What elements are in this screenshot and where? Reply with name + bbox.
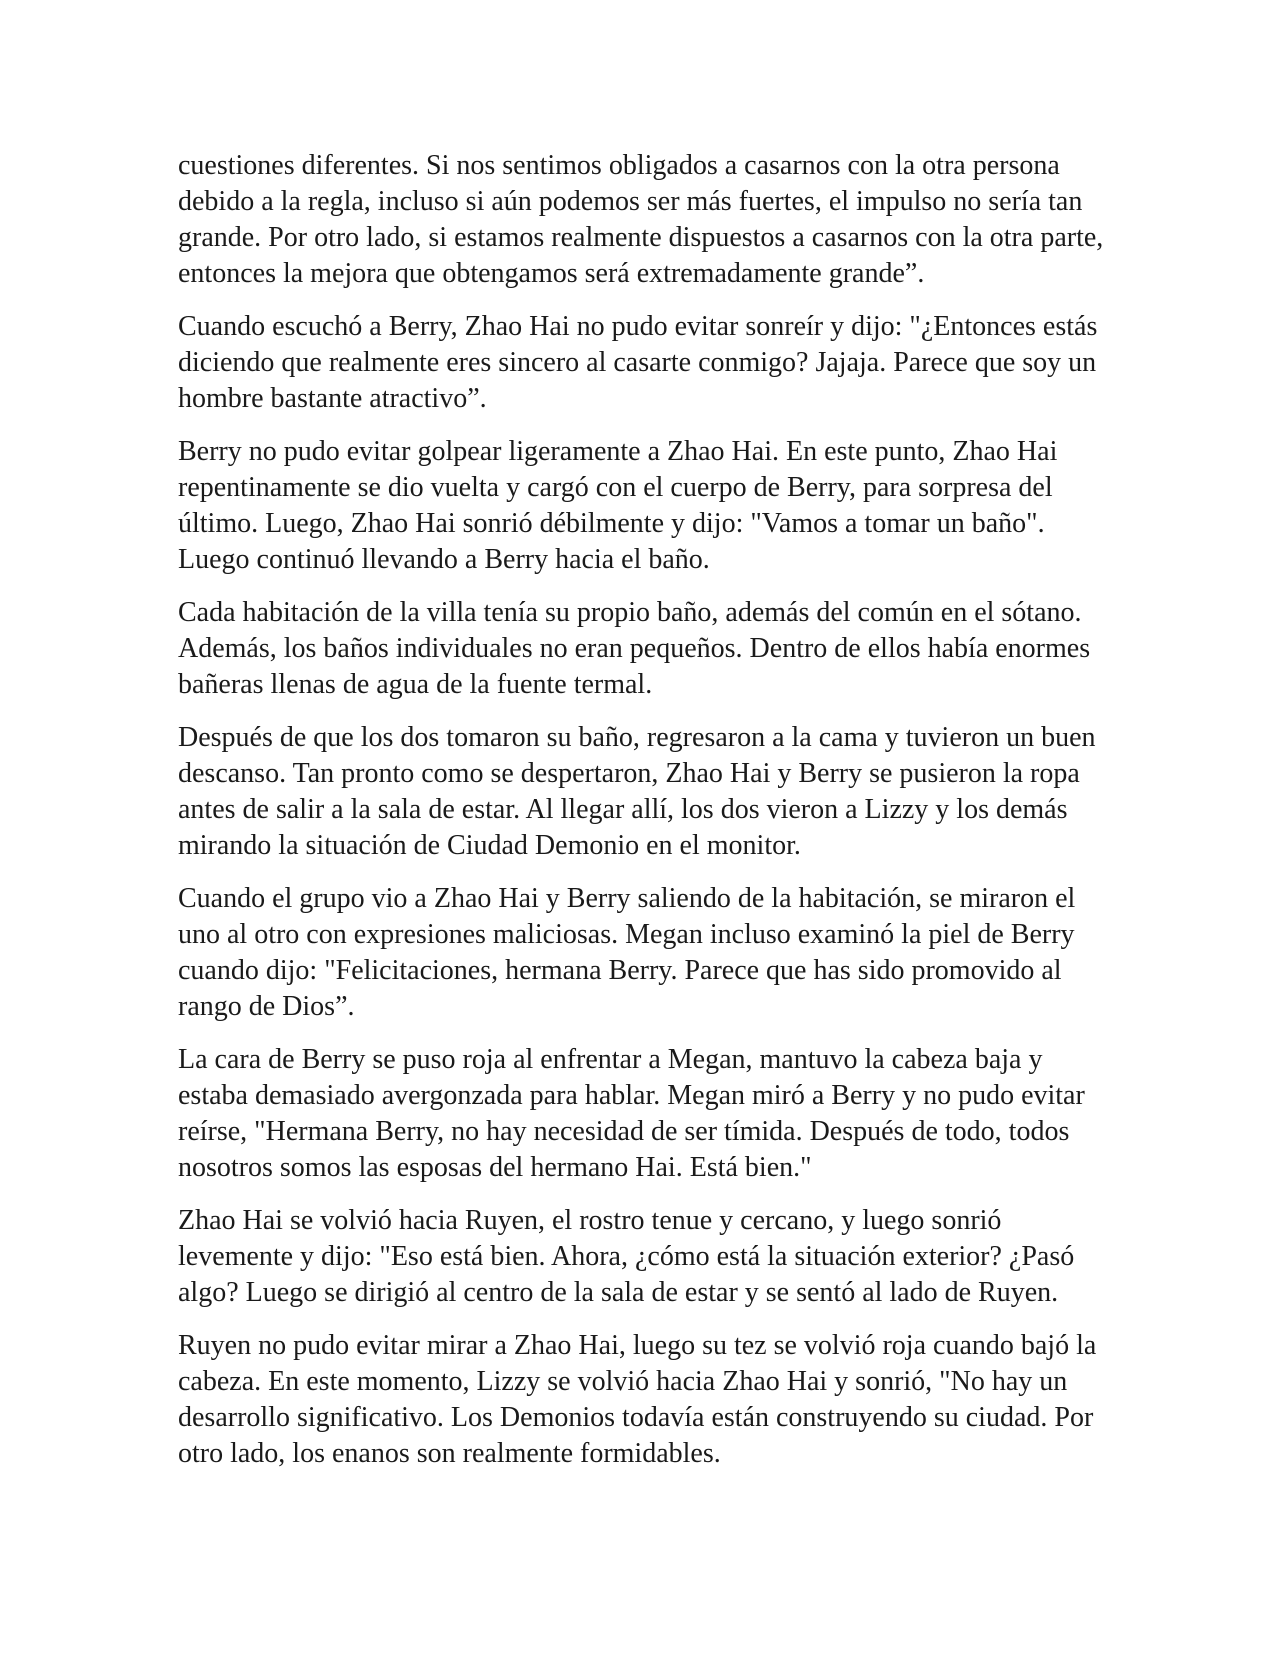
paragraph: La cara de Berry se puso roja al enfrentar a Megan, mantuvo la cabeza baja y estaba demasiado avergonzada para hablar. Megan miró a Berry y no pudo evitar reírse, "Hermana Berry, no hay necesidad de ser tímida. Después de todo, todos nosotros somos las esposas del hermano Hai. Está bien."	[178, 1044, 1085, 1183]
paragraph: Después de que los dos tomaron su baño, regresaron a la cama y tuvieron un buen descanso. Tan pronto como se despertaron, Zhao Hai y Berry se pusieron la ropa antes de salir a la sala de estar. Al llegar allí, los dos vieron a Lizzy y los demás mirando la situación de Ciudad Demonio en el monitor.	[178, 722, 1096, 861]
document-body	[178, 148, 1118, 1489]
paragraph: Ruyen no pudo evitar mirar a Zhao Hai, luego su tez se volvió roja cuando bajó la cabeza. En este momento, Lizzy se volvió hacia Zhao Hai y sonrió, "No hay un desarrollo significativo. Los Demonios todavía están construyendo su ciudad. Por otro lado, los enanos son realmente formidables.	[178, 1330, 1097, 1469]
paragraph: Cada habitación de la villa tenía su propio baño, además del común en el sótano. Además, los baños individuales no eran pequeños. Dentro de ellos había enormes bañeras llenas de agua de la fuente termal.	[178, 597, 1091, 700]
paragraph: Zhao Hai se volvió hacia Ruyen, el rostro tenue y cercano, y luego sonrió levemente y dijo: "Eso está bien. Ahora, ¿cómo está la situación exterior? ¿Pasó algo? Luego se dirigió al centro de la sala de estar y se sentó al lado de Ruyen.	[178, 1205, 1075, 1308]
paragraph: cuestiones diferentes. Si nos sentimos obligados a casarnos con la otra persona debido a la regla, incluso si aún podemos ser más fuertes, el impulso no sería tan grande. Por otro lado, si estamos realmente dispuestos a casarnos con la otra parte, entonces la mejora que obtengamos será extremadamente grande”.	[178, 150, 1104, 289]
paragraph: Berry no pudo evitar golpear ligeramente a Zhao Hai. En este punto, Zhao Hai repentinamente se dio vuelta y cargó con el cuerpo de Berry, para sorpresa del último. Luego, Zhao Hai sonrió débilmente y dijo: "Vamos a tomar un baño". Luego continuó llevando a Berry hacia el baño.	[178, 436, 1058, 575]
paragraph: Cuando escuchó a Berry, Zhao Hai no pudo evitar sonreír y dijo: "¿Entonces estás diciendo que realmente eres sincero al casarte conmigo? Jajaja. Parece que soy un hombre bastante atractivo”.	[178, 311, 1098, 414]
paragraph: Cuando el grupo vio a Zhao Hai y Berry saliendo de la habitación, se miraron el uno al otro con expresiones maliciosas. Megan incluso examinó la piel de Berry cuando dijo: "Felicitaciones, hermana Berry. Parece que has sido promovido al rango de Dios”.	[178, 883, 1076, 1022]
